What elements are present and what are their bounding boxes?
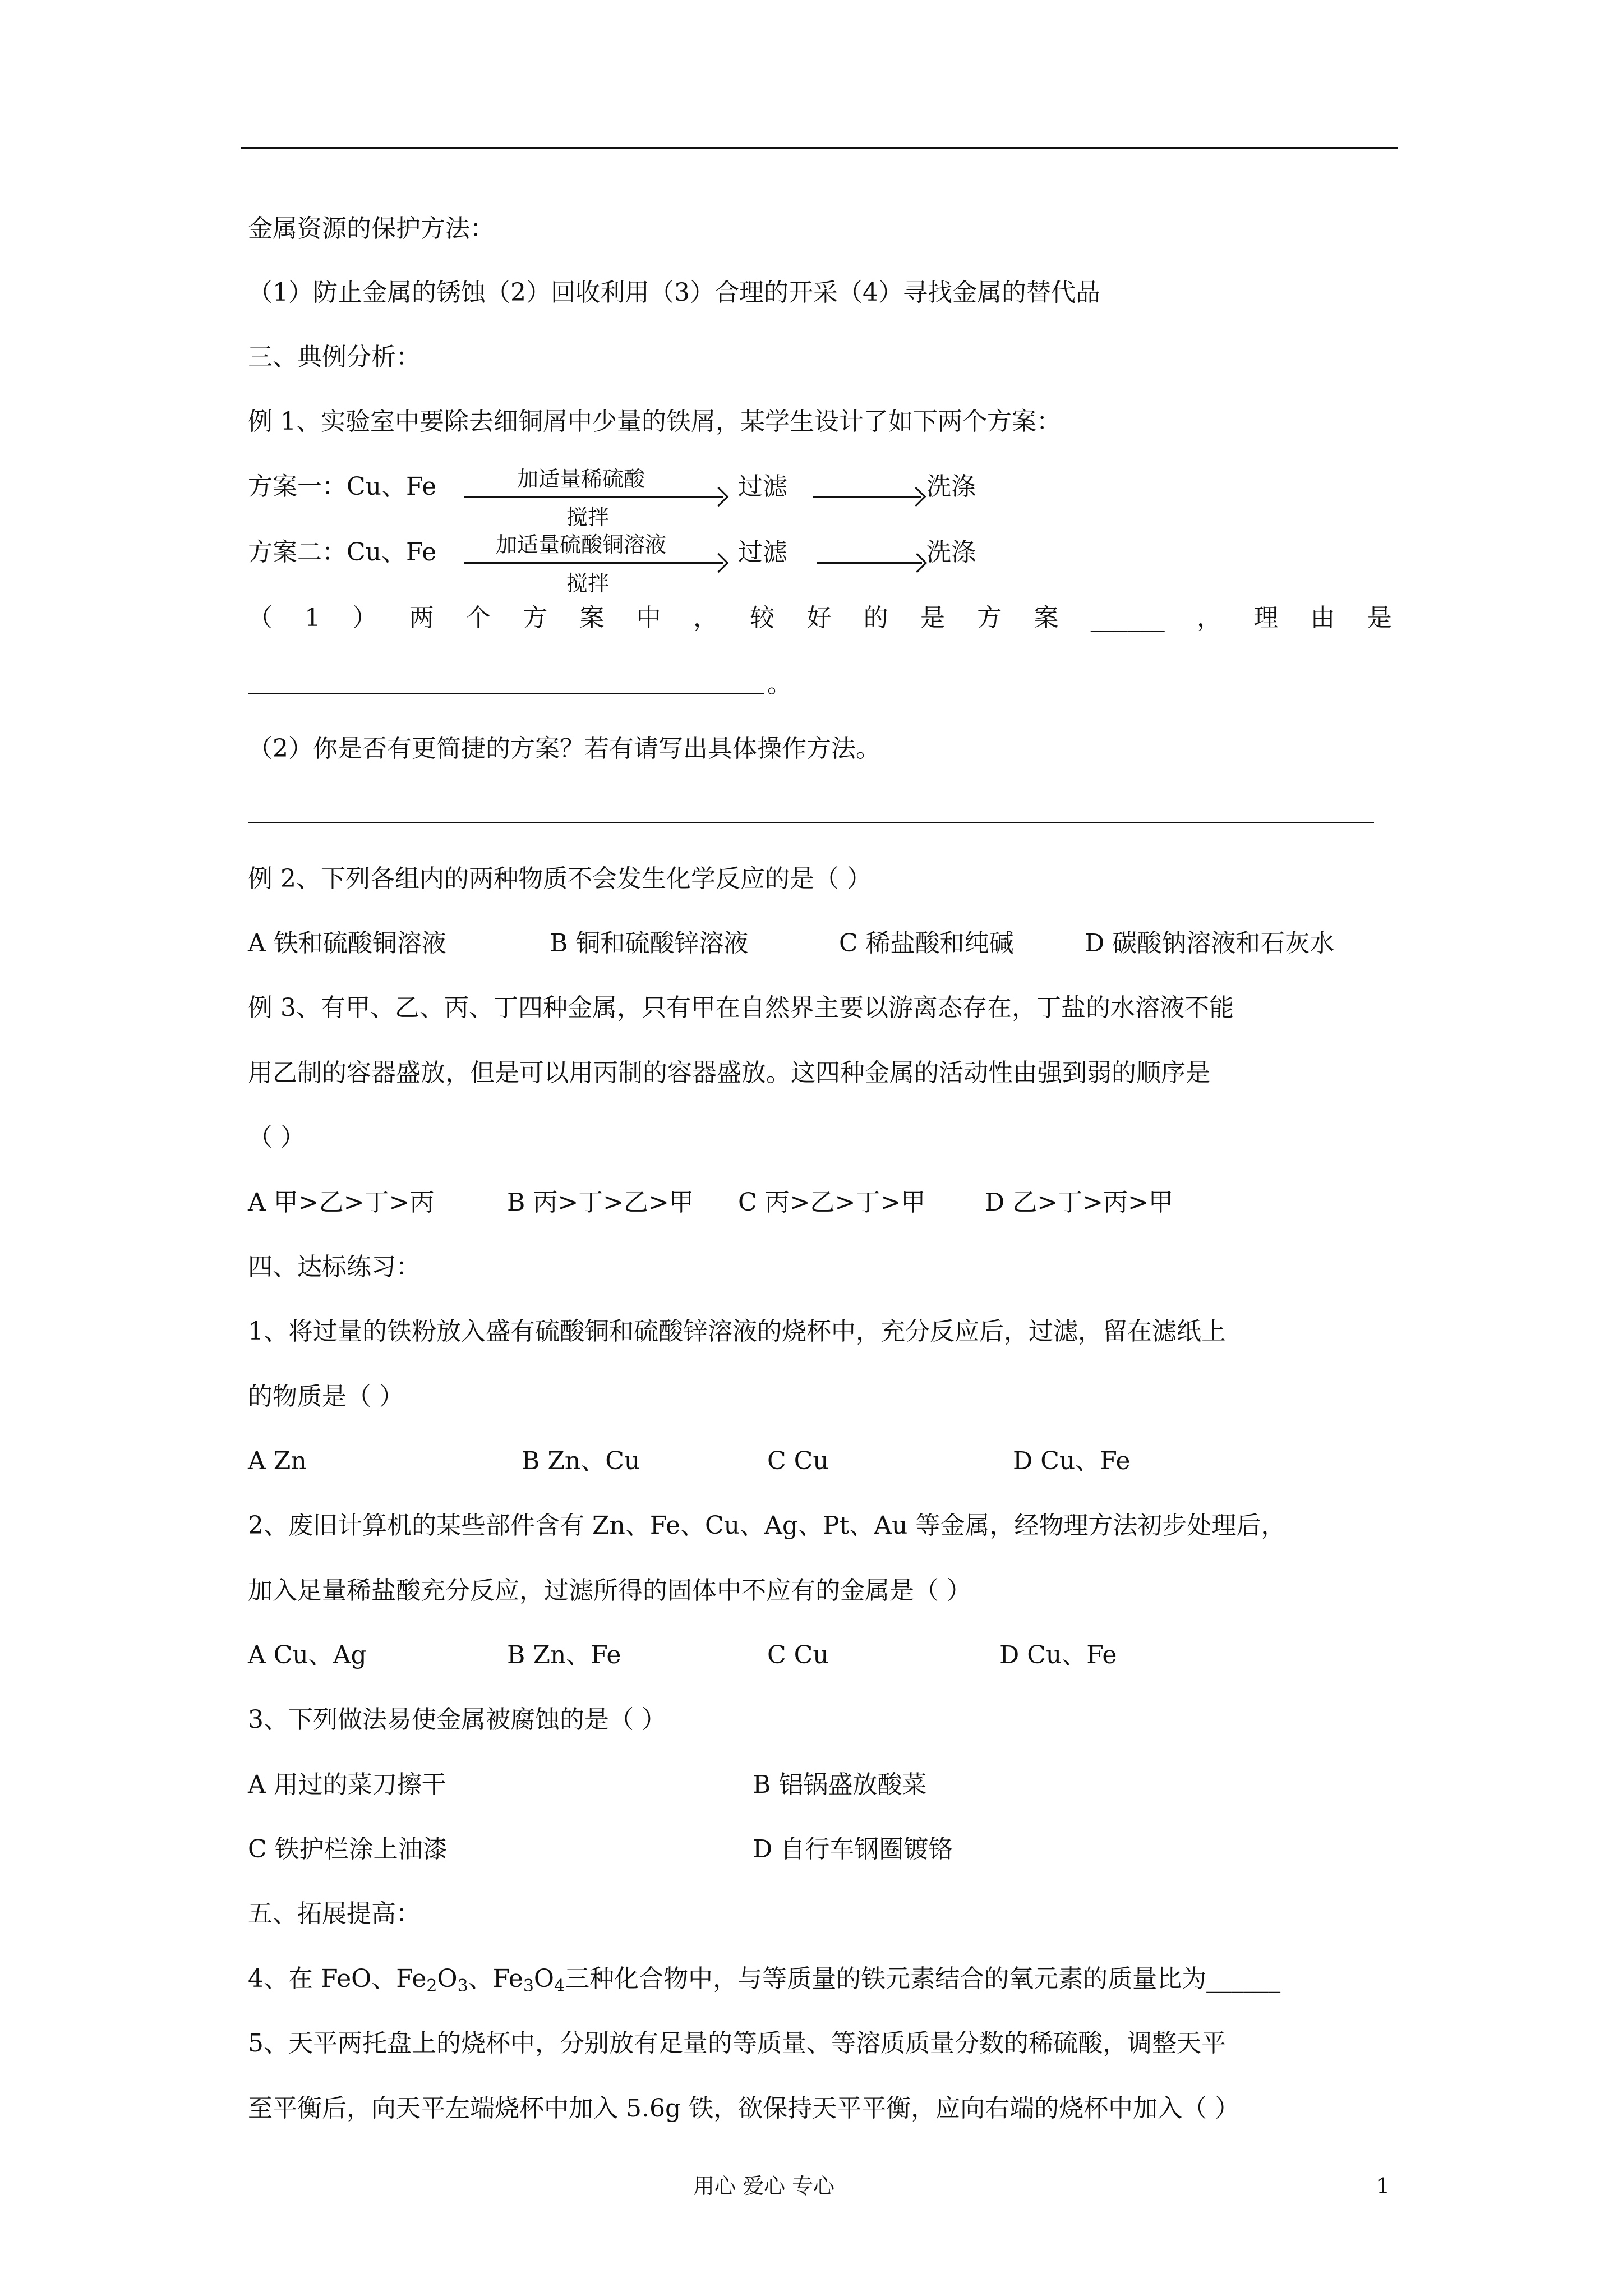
q1-char: 理 [1253,604,1279,632]
plan2-step1: 过滤 [738,538,787,567]
plan1-condition: 搅拌 [566,505,610,530]
section4-title: 四、达标练习： [248,1253,421,1281]
ex3-option-d: D 乙>丁>丙>甲 [985,1188,1173,1217]
ex3-line1: 例 3、有甲、乙、丙、丁四种金属，只有甲在自然界主要以游离态存在，丁盐的水溶液不能 [248,993,1234,1022]
q1-char: ， [693,604,718,632]
p2-line2: 加入足量稀盐酸充分反应，过滤所得的固体中不应有的金属是（ ） [248,1576,971,1605]
ex2-question: 例 2、下列各组内的两种物质不会发生化学反应的是（ ） [248,864,872,893]
q1-char: 较 [750,604,775,632]
p4-subscript: 4 [554,1976,565,1996]
q1-char: 案 [579,604,605,632]
section-protect-title: 金属资源的保护方法： [248,214,495,243]
p4-question [248,1962,1280,2003]
p4-suffix: 三种化合物中，与等质量的铁元素结合的氧元素的质量比为______ [565,1964,1281,1993]
p5-line1: 5、天平两托盘上的烧杯中，分别放有足量的等质量、等溶质质量分数的稀硫酸，调整天平 [248,2029,1226,2058]
section-protect-items: （1）防止金属的锈蚀（2）回收利用（3）合理的开采（4）寻找金属的替代品 [248,278,1100,307]
p4-prefix: 4、在 [248,1964,321,1993]
ex2-option-d: D 碳酸钠溶液和石灰水 [1085,929,1335,958]
ex2-option-b: B 铜和硫酸锌溶液 [550,929,749,958]
plan1-step2: 洗涤 [926,472,976,501]
plan2-reagent: 加适量硫酸铜溶液 [496,532,667,557]
p3-option-c: C 铁护栏涂上油漆 [248,1835,448,1864]
ex2-option-c: C 稀盐酸和纯碱 [839,929,1014,958]
page-number: 1 [1376,2174,1390,2198]
q1-char: 个 [466,604,491,632]
ex3-line3: （ ） [248,1123,305,1152]
plan2-prefix: 方案二：Cu、Fe [248,538,437,567]
p4-subscript: 3 [523,1976,534,1996]
footer-motto: 用心 爱心 专心 [693,2174,835,2198]
p2-line1: 2、废旧计算机的某些部件含有 Zn、Fe、Cu、Ag、Pt、Au 等金属，经物理方法初步处理后， [248,1511,1286,1540]
ex3-option-a: A 甲>乙>丁>丙 [248,1188,435,1217]
plan1-step1: 过滤 [738,472,787,501]
q1-char: 两 [409,604,434,632]
ex1-question: 例 1、实验室中要除去细铜屑中少量的铁屑，某学生设计了如下两个方案： [248,407,1061,436]
p5-line2: 至平衡后，向天平左端烧杯中加入 5.6g 铁，欲保持天平平衡，应向右端的烧杯中加入（ ） [248,2094,1240,2123]
p1-option-b: B Zn、Cu [522,1447,640,1475]
plan2-step2: 洗涤 [926,538,976,567]
p3-option-a: A 用过的菜刀擦干 [248,1770,446,1799]
p2-option-d: D Cu、Fe [999,1641,1117,1669]
p1-line1: 1、将过量的铁粉放入盛有硫酸铜和硫酸锌溶液的烧杯中，充分反应后，过滤，留在滤纸上 [248,1317,1226,1346]
ex3-line2: 用乙制的容器盛放，但是可以用丙制的容器盛放。这四种金属的活动性由强到弱的顺序是 [248,1059,1210,1087]
p2-option-c: C Cu [767,1641,829,1669]
q1-char: 好 [806,604,832,632]
p4-formula-part: 、Fe [468,1964,523,1993]
p1-line2: 的物质是（ ） [248,1382,404,1411]
q2-answer-blank[interactable] [248,822,1374,823]
ex2-option-a: A 铁和硫酸铜溶液 [248,929,446,958]
section5-title: 五、拓展提高： [248,1899,421,1928]
p1-option-d: D Cu、Fe [1013,1447,1131,1475]
p4-subscript: 2 [426,1976,437,1996]
p4-formula-part: O [437,1964,458,1993]
q1-char: 是 [1367,604,1392,632]
q1-char: 是 [920,604,945,632]
ex1-q2: （2）你是否有更简捷的方案？若有请写出具体操作方法。 [248,734,880,763]
q1-char: ， [1197,604,1221,632]
q1-char: 的 [863,604,888,632]
header-rule [241,147,1398,149]
q1-char: ） [352,604,377,632]
section3-title: 三、典例分析： [248,343,421,371]
q1-char: 中 [636,604,661,632]
p4-subscript: 3 [457,1976,468,1996]
q1-char: 由 [1310,604,1335,632]
q1-char: 方 [523,604,548,632]
q1-answer-blank[interactable]: ______ [1090,604,1165,632]
q1-char: （ [248,604,273,632]
p1-option-c: C Cu [767,1447,829,1475]
q1-char: 方 [977,604,1002,632]
ex3-option-c: C 丙>乙>丁>甲 [738,1188,926,1217]
plan1-prefix: 方案一：Cu、Fe [248,472,437,501]
p3-option-b: B 铝锅盛放酸菜 [753,1770,927,1799]
p4-formula-part: FeO、Fe [320,1964,427,1993]
plan2-arrow [464,562,723,564]
p4-formula-part: O [533,1964,554,1993]
p2-option-b: B Zn、Fe [507,1641,621,1669]
plan2-condition: 搅拌 [566,571,610,596]
p3-question: 3、下列做法易使金属被腐蚀的是（ ） [248,1705,666,1734]
p1-option-a: A Zn [248,1447,307,1475]
q1-reason-blank[interactable] [248,693,764,694]
plan1-reagent: 加适量稀硫酸 [517,467,645,491]
p3-option-d: D 自行车钢圈镀铬 [753,1835,953,1864]
p2-option-a: A Cu、Ag [248,1641,367,1669]
plan2-arrow2 [817,562,922,564]
ex1-q1 [248,601,1392,635]
q1-end-punct: 。 [767,670,792,698]
q1-char: 案 [1034,604,1059,632]
q1-char: 1 [305,604,321,632]
plan1-arrow2 [813,496,921,498]
ex3-option-b: B 丙>丁>乙>甲 [507,1188,694,1217]
plan1-arrow [464,496,723,498]
